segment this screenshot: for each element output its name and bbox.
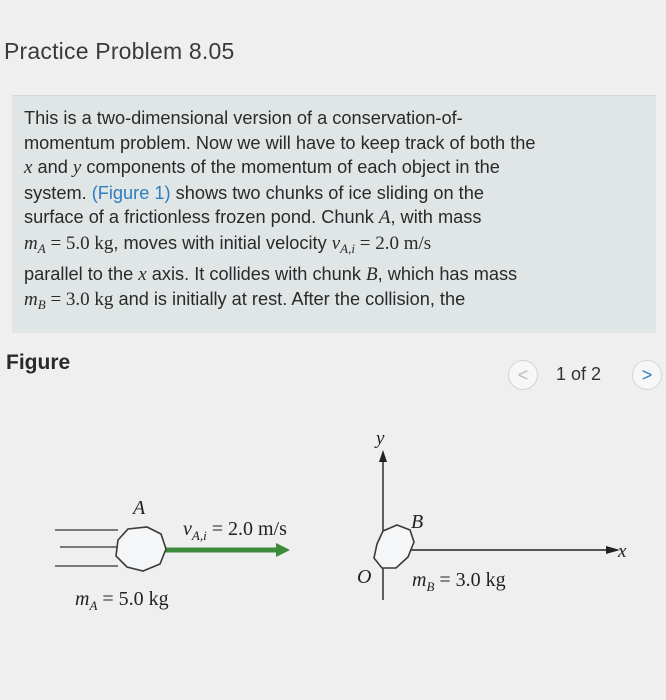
sub-Ai: A,i — [340, 240, 355, 256]
collision-diagram — [0, 400, 666, 700]
chunk-b-label: B — [411, 511, 424, 533]
problem-text-fragment: shows two chunks of ice sliding on the — [170, 182, 484, 203]
problem-line: This is a two-dimensional version of a conservation-of- — [24, 108, 463, 128]
var-v: v — [331, 232, 341, 254]
mass-a-value: = 5.0 kg — [45, 232, 114, 254]
var-m: m — [24, 289, 38, 311]
mass-b-label — [412, 569, 506, 594]
y-axis-label: y — [376, 428, 385, 449]
figure-diagram — [0, 400, 666, 700]
mass-b-value: = 3.0 kg — [45, 289, 114, 311]
mass-a-value-fig: = 5.0 kg — [97, 588, 169, 610]
problem-text-fragment: , with mass — [390, 207, 482, 228]
problem-statement — [12, 95, 656, 333]
problem-text-fragment: and is initially at rest. After the collision, the — [113, 289, 466, 310]
velocity-arrowhead — [276, 543, 290, 557]
velocity-label — [183, 518, 287, 543]
chunk-a-label: A — [133, 497, 146, 519]
figure-pager — [508, 360, 664, 392]
mass-b-value-fig: = 3.0 kg — [434, 569, 506, 591]
var-A: A — [378, 207, 391, 229]
var-x: x — [24, 157, 33, 179]
problem-text-fragment: surface of a frictionless frozen pond. Chunk — [24, 207, 379, 228]
mass-b-sub: B — [426, 579, 435, 594]
problem-text — [24, 106, 646, 318]
next-figure-button[interactable]: > — [632, 360, 662, 390]
figure-heading: Figure — [6, 351, 71, 374]
var-x: x — [138, 263, 147, 285]
origin-label: O — [357, 566, 372, 588]
mass-a-label — [75, 588, 169, 613]
chunk-b-shape — [374, 525, 414, 568]
problem-text-fragment: parallel to the — [24, 263, 139, 284]
problem-line: momentum problem. Now we will have to keep track of both the — [24, 132, 536, 153]
velocity-value: = 2.0 m/s — [354, 232, 432, 254]
mass-b-symbol: m — [412, 569, 427, 591]
y-axis-arrowhead — [379, 450, 387, 462]
problem-text-fragment: components of the momentum of each object in the — [81, 157, 500, 178]
velocity-label-sub: A,i — [191, 528, 207, 543]
prev-figure-button[interactable]: < — [508, 360, 538, 390]
problem-text-fragment: and — [32, 157, 73, 178]
sub-A: A — [37, 240, 46, 256]
figure-page-count: 1 of 2 — [556, 364, 602, 384]
problem-text-fragment: , which has mass — [377, 263, 518, 284]
problem-text-fragment: axis. It collides with chunk — [146, 263, 367, 284]
x-axis-label: x — [618, 541, 627, 562]
var-m: m — [24, 232, 38, 254]
problem-text-fragment: system. — [24, 182, 92, 203]
sub-B: B — [37, 297, 46, 313]
mass-a-sub: A — [89, 598, 98, 613]
velocity-label-value: = 2.0 m/s — [206, 518, 287, 540]
page-title: Practice Problem 8.05 — [4, 38, 235, 64]
var-y: y — [72, 157, 82, 179]
problem-text-fragment: , moves with initial velocity — [113, 232, 332, 253]
figure-link[interactable]: (Figure 1) — [91, 182, 171, 203]
chunk-a-shape — [116, 527, 166, 571]
var-B: B — [366, 263, 378, 285]
velocity-label-symbol: v — [183, 518, 192, 540]
mass-a-symbol: m — [75, 588, 90, 610]
